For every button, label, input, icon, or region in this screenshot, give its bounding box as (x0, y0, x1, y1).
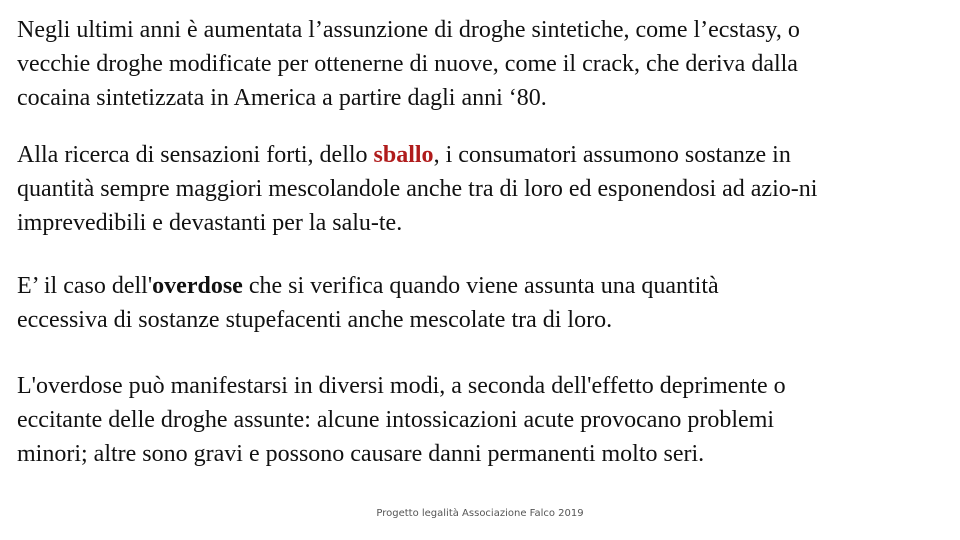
text-line: cocaina sintetizzata in America a partire dagli anni ‘80. (17, 85, 547, 111)
text-segment: , i consumatori assumono sostanze in (433, 142, 791, 168)
text-line: minori; altre sono gravi e possono causare danni permanenti molto seri. (17, 441, 705, 467)
slide-footer: Progetto legalità Associazione Falco 2019 (376, 508, 584, 519)
text-line: L'overdose può manifestarsi in diversi modi, a seconda dell'effetto deprimente o (17, 373, 786, 399)
text-line: quantità sempre maggiori mescolandole anche tra di loro ed esponendosi ad azio-ni (17, 176, 818, 202)
emphasis-sballo: sballo (373, 142, 434, 168)
paragraph-overdose (17, 269, 947, 337)
paragraph-overdose-effects (17, 369, 947, 471)
text-line (17, 138, 947, 172)
paragraph-synthetic-drugs (17, 13, 947, 115)
text-line: eccessiva di sostanze stupefacenti anche mescolate tra di loro. (17, 307, 613, 333)
text-line: eccitante delle droghe assunte: alcune intossicazioni acute provocano problemi (17, 407, 775, 433)
paragraph-sballo (17, 138, 947, 240)
text-line: Negli ultimi anni è aumentata l’assunzione di droghe sintetiche, come l’ecstasy, o (17, 17, 800, 43)
text-segment: E’ il caso dell' (17, 273, 153, 299)
text-line (17, 269, 947, 303)
text-segment: che si verifica quando viene assunta una quantità (242, 273, 719, 299)
emphasis-overdose: overdose (152, 273, 243, 299)
text-line: vecchie droghe modificate per ottenerne di nuove, come il crack, che deriva dalla (17, 51, 798, 77)
text-segment: Alla ricerca di sensazioni forti, dello (17, 142, 374, 168)
text-line: imprevedibili e devastanti per la salu-te. (17, 210, 403, 236)
